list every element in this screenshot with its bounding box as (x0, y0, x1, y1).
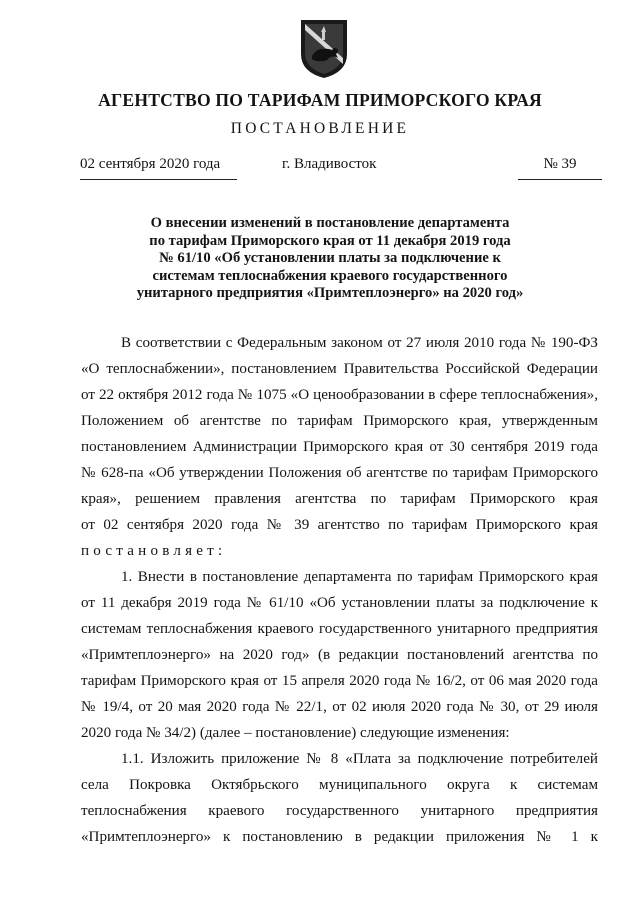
body-line: № 19/4, от 20 мая 2020 года № 22/1, от 02 июля 2020 года № 30, от 29 июля (81, 699, 598, 715)
body-line: от 22 октября 2012 года № 1075 «О ценообразовании в сфере теплоснабжения», (81, 387, 598, 403)
body-line: постановлением Администрации Приморского края от 30 сентября 2019 года (81, 439, 598, 455)
body-line: «Примтеплоэнерго» на 2020 год» (в редакции постановлений агентства по (81, 647, 598, 663)
body-line: 1. Внести в постановление департамента по тарифам Приморского края (121, 569, 598, 585)
body-line: края», решением правления агентства по тарифам Приморского края (81, 491, 598, 507)
title-line: по тарифам Приморского края от 11 декабря 2019 года (149, 232, 511, 249)
document-number: № 39 (518, 156, 602, 180)
body-line: № 628-па «Об утверждении Положения об агентстве по тарифам Приморского (81, 465, 598, 481)
title-line: О внесении изменений в постановление департамента (150, 215, 510, 231)
body-line: 1.1. Изложить приложение № 8 «Плата за подключение потребителей (121, 751, 598, 767)
body-line: от 11 декабря 2019 года № 61/10 «Об установлении платы за подключение к (81, 595, 598, 611)
body-line: В соответствии с Федеральным законом от 27 июля 2010 года № 190-ФЗ (121, 335, 598, 351)
document-title (100, 215, 560, 303)
resolution-word: постановляет: (81, 543, 227, 559)
body-line: Положением об агентстве по тарифам Приморского края, утвержденным (81, 413, 598, 429)
body-line: 2020 года № 34/2) (далее – постановление) следующие изменения: (81, 725, 510, 741)
body-line: «О теплоснабжении», постановлением Правительства Российской Федерации (81, 361, 598, 377)
primorsky-krai-coat-of-arms-icon (297, 18, 351, 80)
document-date: 02 сентября 2020 года (80, 156, 237, 180)
body-line: «Примтеплоэнерго» к постановлению в редакции приложения № 1 к (81, 829, 598, 845)
body-line: тарифам Приморского края от 15 апреля 2020 года № 16/2, от 06 мая 2020 года (81, 673, 598, 689)
agency-name: АГЕНТСТВО ПО ТАРИФАМ ПРИМОРСКОГО КРАЯ (98, 90, 542, 110)
title-line: унитарного предприятия «Примтеплоэнерго» на 2020 год» (136, 285, 524, 301)
body-line: села Покровка Октябрьского муниципального округа к системам (81, 777, 598, 793)
document-body (81, 330, 598, 850)
title-line: системам теплоснабжения краевого государственного (152, 267, 508, 284)
body-line: от 02 сентября 2020 года № 39 агентство по тарифам Приморского края (81, 517, 598, 533)
body-line: теплоснабжения краевого государственного унитарного предприятия (81, 803, 598, 819)
document-city: г. Владивосток (282, 156, 377, 172)
document-type: ПОСТАНОВЛЕНИЕ (230, 120, 410, 137)
title-line: № 61/10 «Об установлении платы за подключение к (159, 250, 501, 266)
body-line: системам теплоснабжения краевого государственного унитарного предприятия (81, 621, 598, 637)
